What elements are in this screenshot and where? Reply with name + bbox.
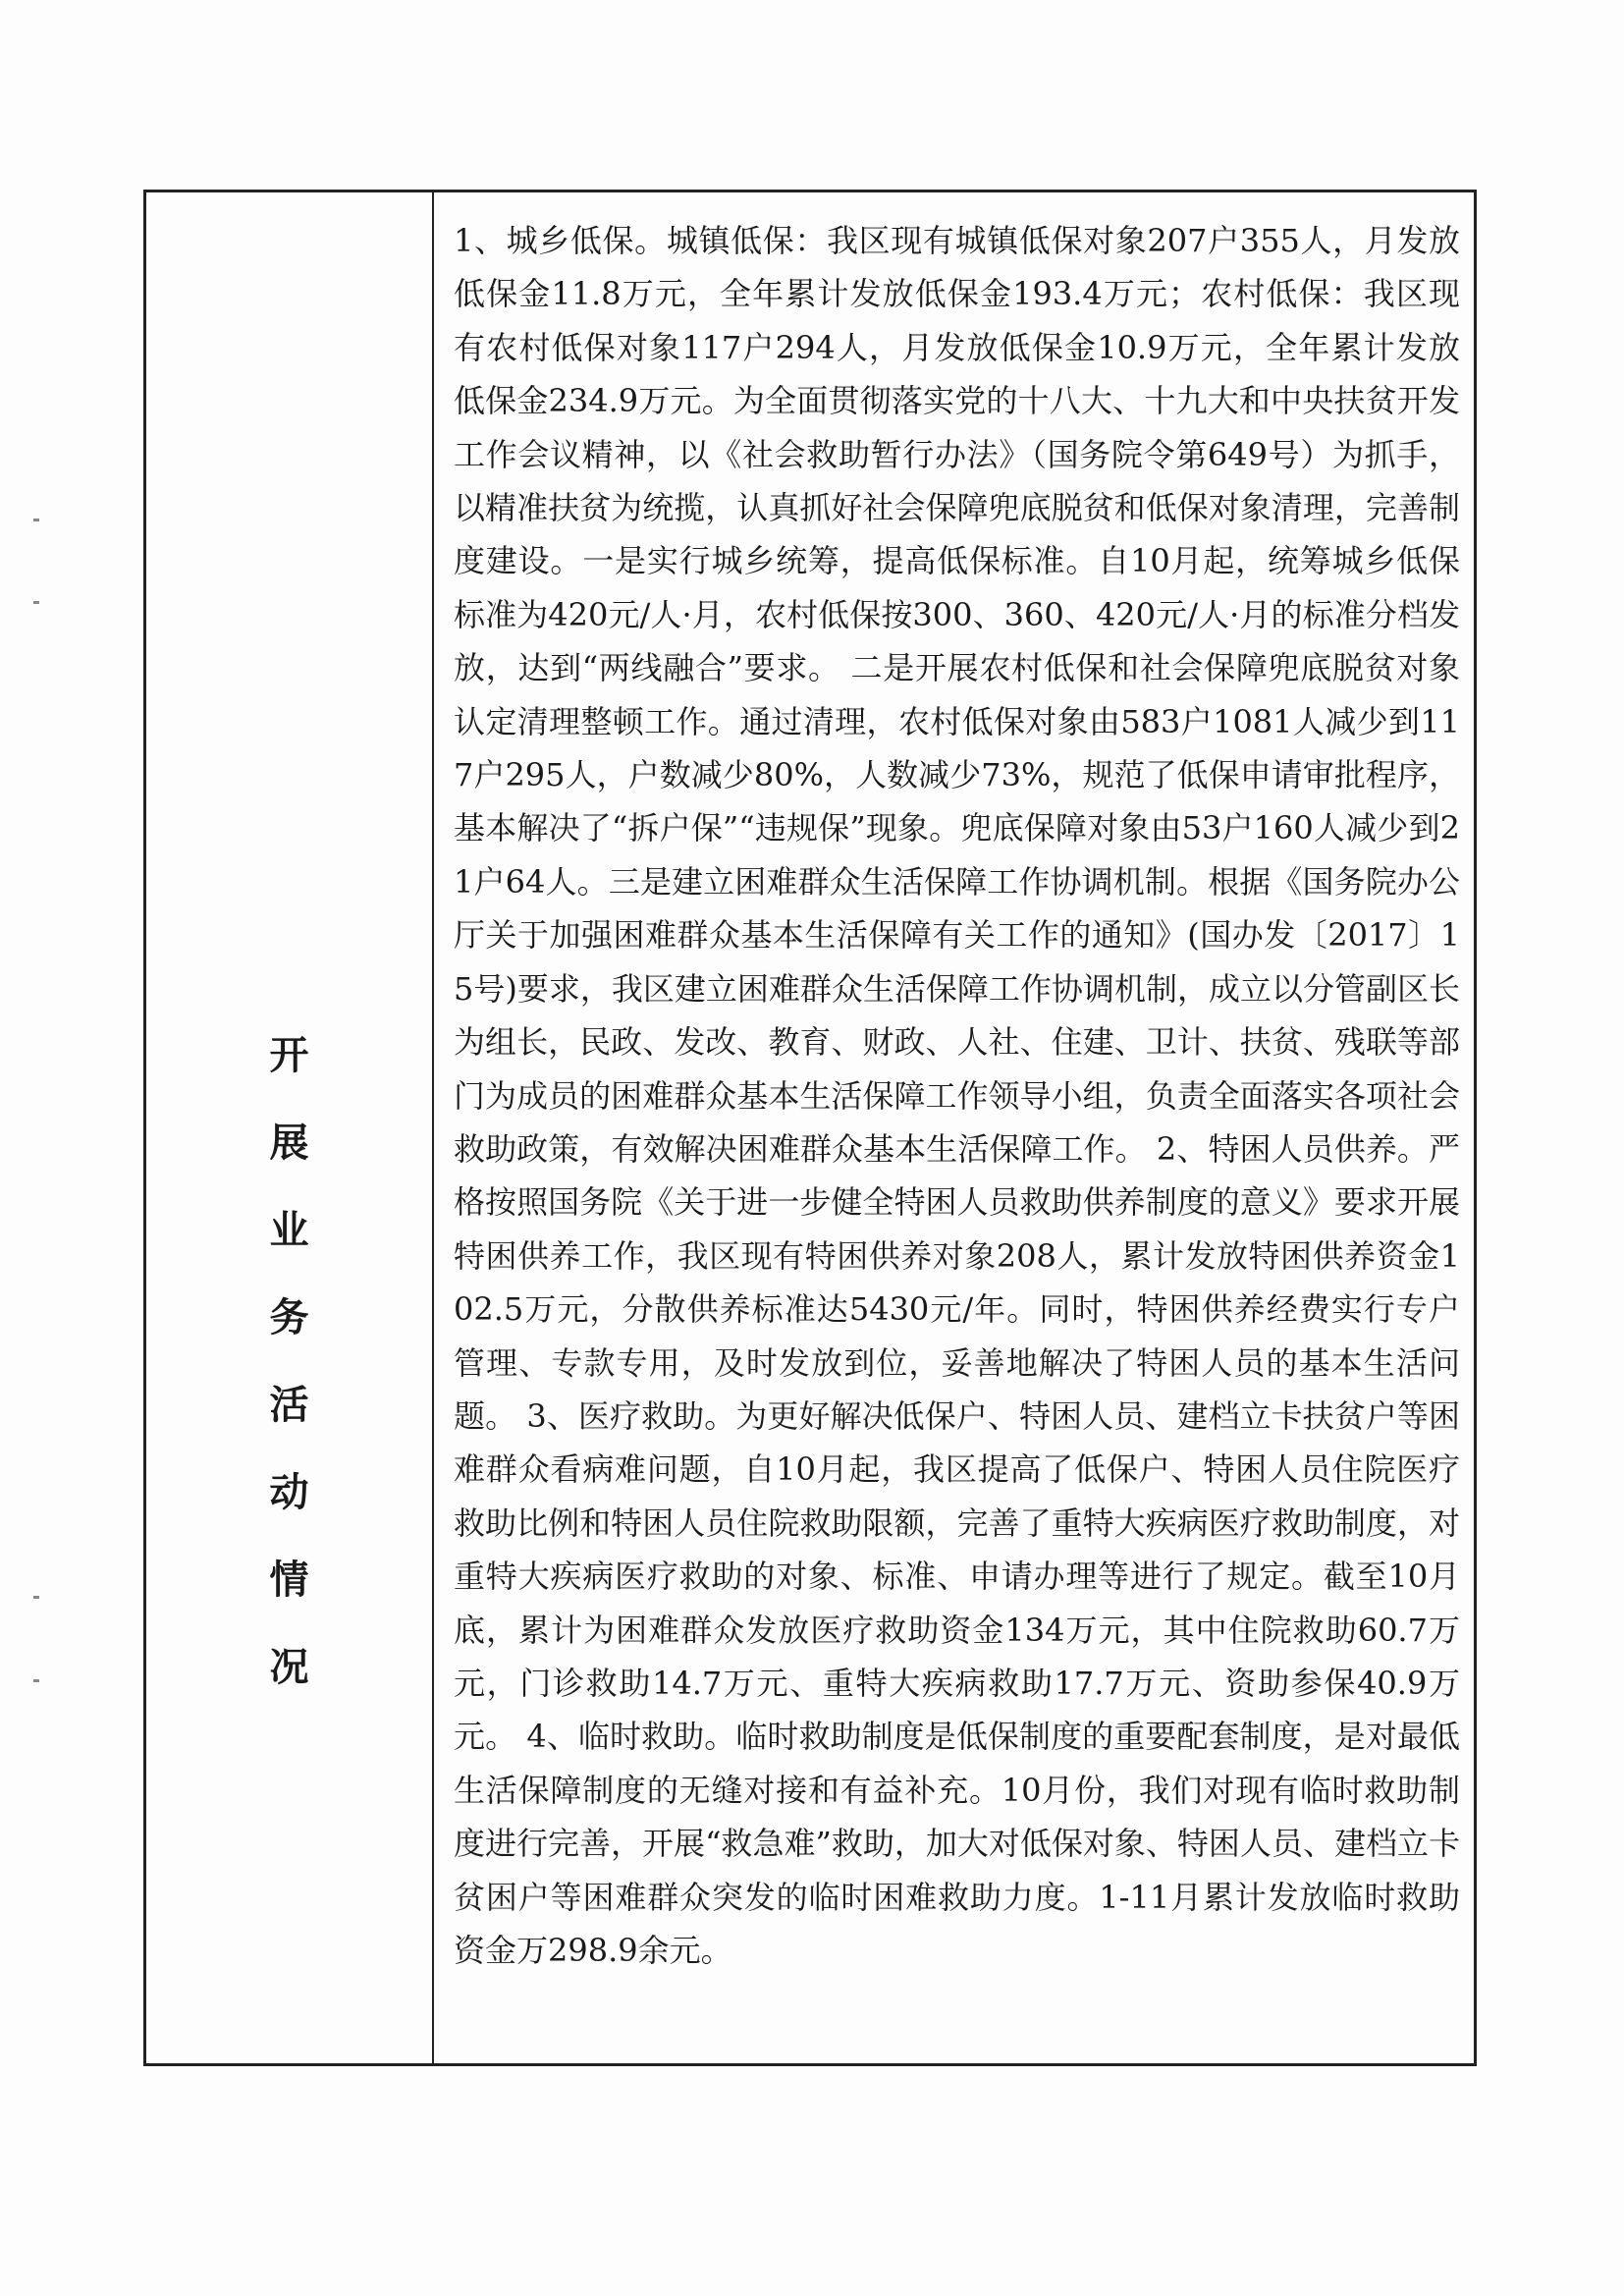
content-cell — [434, 192, 1474, 2063]
scan-margin-mark — [33, 601, 39, 604]
activity-description: 1、城乡低保。城镇低保：我区现有城镇低保对象207户355人，月发放低保金11.8万元，全年累计发放低保金193.4万元；农村低保：我区现有农村低保对象117户294人，月发放低保金10.9万元，全年累计发放低保金234.9万元。为全面贯彻落实党的十八大、十九大和中央扶贫开发工作会议精神，以《社会救助暂行办法》（国务院令第649号）为抓手，以精准扶贫为统揽，认真抓好社会保障兜底脱贫和低保对象清理，完善制度建设。一是实行城乡统筹，提高低保标准。自10月起，统筹城乡低保标准为420元/人·月，农村低保按300、360、420元/人·月的标准分档发放，达到“两线融合”要求。 二是开展农村低保和社会保障兜底脱贫对象认定清理整顿工作。通过清理，农村低保对象由583户1081人减少到117户295人，户数减少80%，人数减少73%，规范了低保申请审批程序，基本解决了“拆户保”“违规保”现象。兜底保障对象由53户160人减少到21户64人。三是建立困难群众生活保障工作协调机制。根据《国务院办公厅关于加强困难群众基本生活保障有关工作的通知》(国办发〔2017〕15号)要求，我区建立困难群众生活保障工作协调机制，成立以分管副区长为组长，民政、发改、教育、财政、人社、住建、卫计、扶贫、残联等部门为成员的困难群众基本生活保障工作领导小组，负责全面落实各项社会救助政策，有效解决困难群众基本生活保障工作。 2、特困人员供养。严格按照国务院《关于进一步健全特困人员救助供养制度的意义》要求开展特困供养工作，我区现有特困供养对象208人，累计发放特困供养资金102.5万元，分散供养标准达5430元/年。同时，特困供养经费实行专户管理、专款专用，及时发放到位，妥善地解决了特困人员的基本生活问题。 3、医疗救助。为更好解决低保户、特困人员、建档立卡扶贫户等困难群众看病难问题，自10月起，我区提高了低保户、特困人员住院医疗救助比例和特困人员住院救助限额，完善了重特大疾病医疗救助制度，对重特大疾病医疗救助的对象、标准、申请办理等进行了规定。截至10月底，累计为困难群众发放医疗救助资金134万元，其中住院救助60.7万元，门诊救助14.7万元、重特大疾病救助17.7万元、资助参保40.9万元。 4、临时救助。临时救助制度是低保制度的重要配套制度，是对最低生活保障制度的无缝对接和有益补充。10月份，我们对现有临时救助制度进行完善，开展“救急难”救助，加大对低保对象、特困人员、建档立卡贫困户等困难群众突发的临时困难救助力度。1-11月累计发放临时救助资金万298.9余元。 — [454, 222, 1460, 1969]
label-cell — [146, 192, 434, 2063]
form-table — [143, 190, 1477, 2066]
scan-margin-mark — [33, 1596, 39, 1599]
row-label: 开 展 业 务 活 动 情 况 — [269, 1033, 309, 1690]
scan-margin-mark — [33, 1679, 39, 1682]
scan-margin-mark — [33, 519, 39, 521]
